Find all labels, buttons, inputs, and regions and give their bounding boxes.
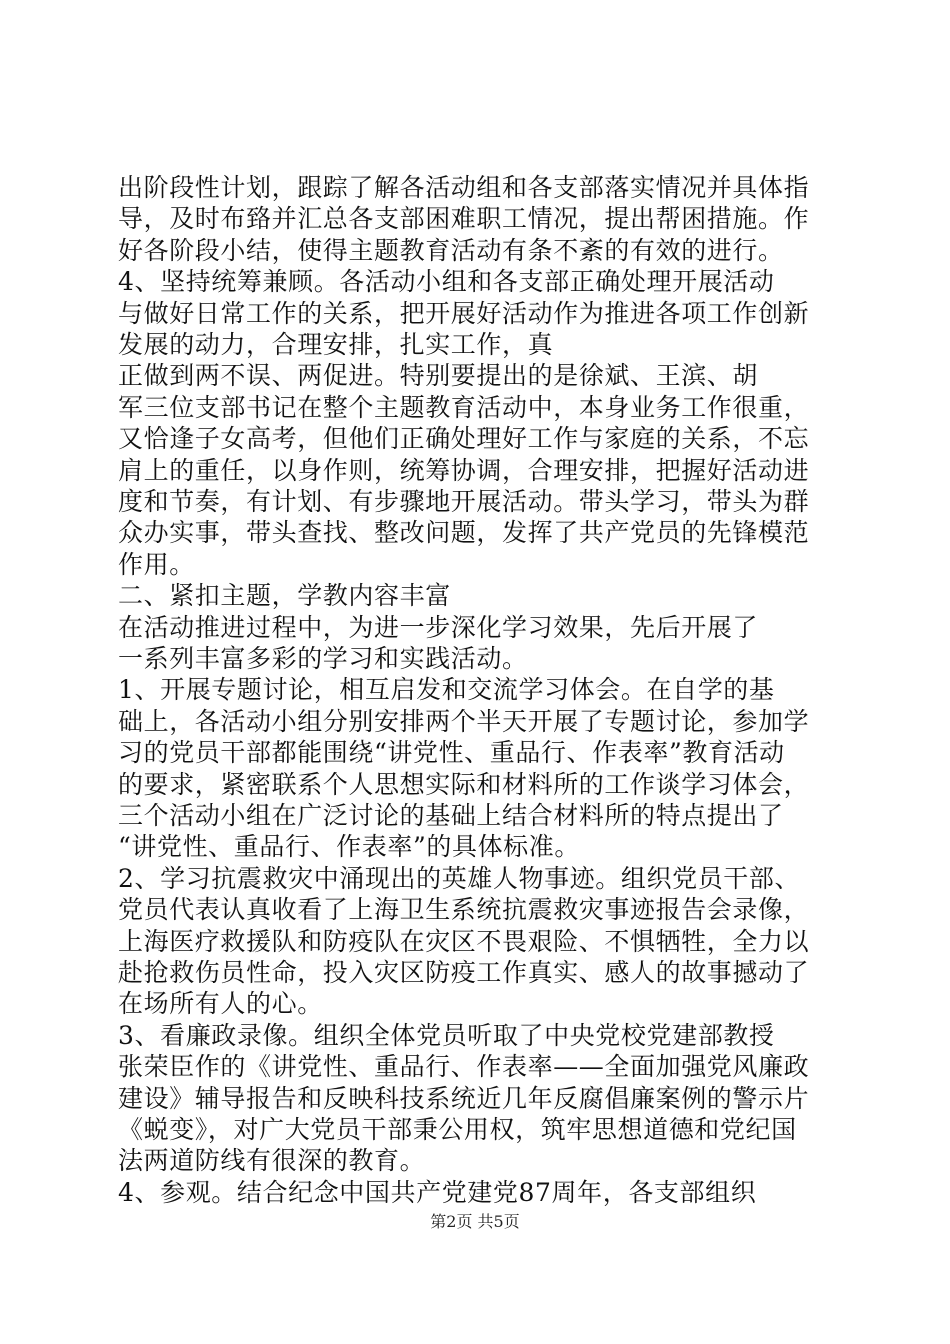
text-line: 作用。 <box>118 550 195 579</box>
text-line: 《蜕变》，对广大党员干部秉公用权，筑牢思想道德和党纪国 <box>118 1115 797 1144</box>
text-line: 与做好日常工作的关系，把开展好活动作为推进各项工作创新 <box>118 299 810 328</box>
text-line: 导，及时布臵并汇总各支部困难职工情况，提出帮困措施。作 <box>118 204 810 233</box>
text-line: 一系列丰富多彩的学习和实践活动。 <box>118 644 528 673</box>
text-line: 正做到两不误、两促进。特别要提出的是徐斌、王滨、胡 <box>118 361 759 390</box>
text-line: 出阶段性计划，跟踪了解各活动组和各支部落实情况并具体指 <box>118 173 810 202</box>
section-heading: 二、紧扣主题，学教内容丰富 <box>118 581 451 610</box>
text-line: 赴抢救伤员性命，投入灾区防疫工作真实、感人的故事撼动了 <box>118 958 810 987</box>
text-line: 上海医疗救援队和防疫队在灾区不畏艰险、不惧牺牲，全力以 <box>118 927 810 956</box>
text-line: 建设》辅导报告和反映科技系统近几年反腐倡廉案例的警示片 <box>118 1084 810 1113</box>
text-line: 张荣臣作的《讲党性、重品行、作表率——全面加强党风廉政 <box>118 1052 810 1081</box>
text-line: 发展的动力，合理安排，扎实工作，真 <box>118 330 554 359</box>
text-line: 2、学习抗震救灾中涌现出的英雄人物事迹。组织党员干部、 <box>118 864 801 893</box>
text-line: 好各阶段小结，使得主题教育活动有条不紊的有效的进行。 <box>118 236 784 265</box>
text-line: 肩上的重任，以身作则，统筹协调，合理安排，把握好活动进 <box>118 456 810 485</box>
text-line: 础上，各活动小组分别安排两个半天开展了专题讨论，参加学 <box>118 707 810 736</box>
text-line: 的要求，紧密联系个人思想实际和材料所的工作谈学习体会， <box>118 770 810 799</box>
text-line: 党员代表认真收看了上海卫生系统抗震救灾事迹报告会录像， <box>118 895 810 924</box>
text-line: 又恰逢子女高考，但他们正确处理好工作与家庭的关系，不忘 <box>118 424 810 453</box>
text-line: 三个活动小组在广泛讨论的基础上结合材料所的特点提出了 <box>118 801 784 830</box>
page-number-footer: 第2页 共5页 <box>430 1212 520 1231</box>
text-line: 度和节奏，有计划、有步骤地开展活动。带头学习，带头为群 <box>118 487 810 516</box>
text-line: 1、开展专题讨论，相互启发和交流学习体会。在自学的基 <box>118 675 775 704</box>
text-line: 法两道防线有很深的教育。 <box>118 1146 426 1175</box>
text-line: 众办实事，带头查找、整改问题，发挥了共产党员的先锋模范 <box>118 518 810 547</box>
text-line: 习的党员干部都能围绕“讲党性、重品行、作表率”教育活动 <box>118 738 785 767</box>
text-line: 4、坚持统筹兼顾。各活动小组和各支部正确处理开展活动 <box>118 267 775 296</box>
text-line: 3、看廉政录像。组织全体党员听取了中央党校党建部教授 <box>118 1021 775 1050</box>
text-line: 4、参观。结合纪念中国共产党建党87周年，各支部组织 <box>118 1178 757 1207</box>
text-line: “讲党性、重品行、作表率”的具体标准。 <box>118 832 580 861</box>
text-line: 在场所有人的心。 <box>118 989 323 1018</box>
text-line: 军三位支部书记在整个主题教育活动中，本身业务工作很重， <box>118 393 810 422</box>
text-line: 在活动推进过程中，为进一步深化学习效果，先后开展了 <box>118 613 759 642</box>
